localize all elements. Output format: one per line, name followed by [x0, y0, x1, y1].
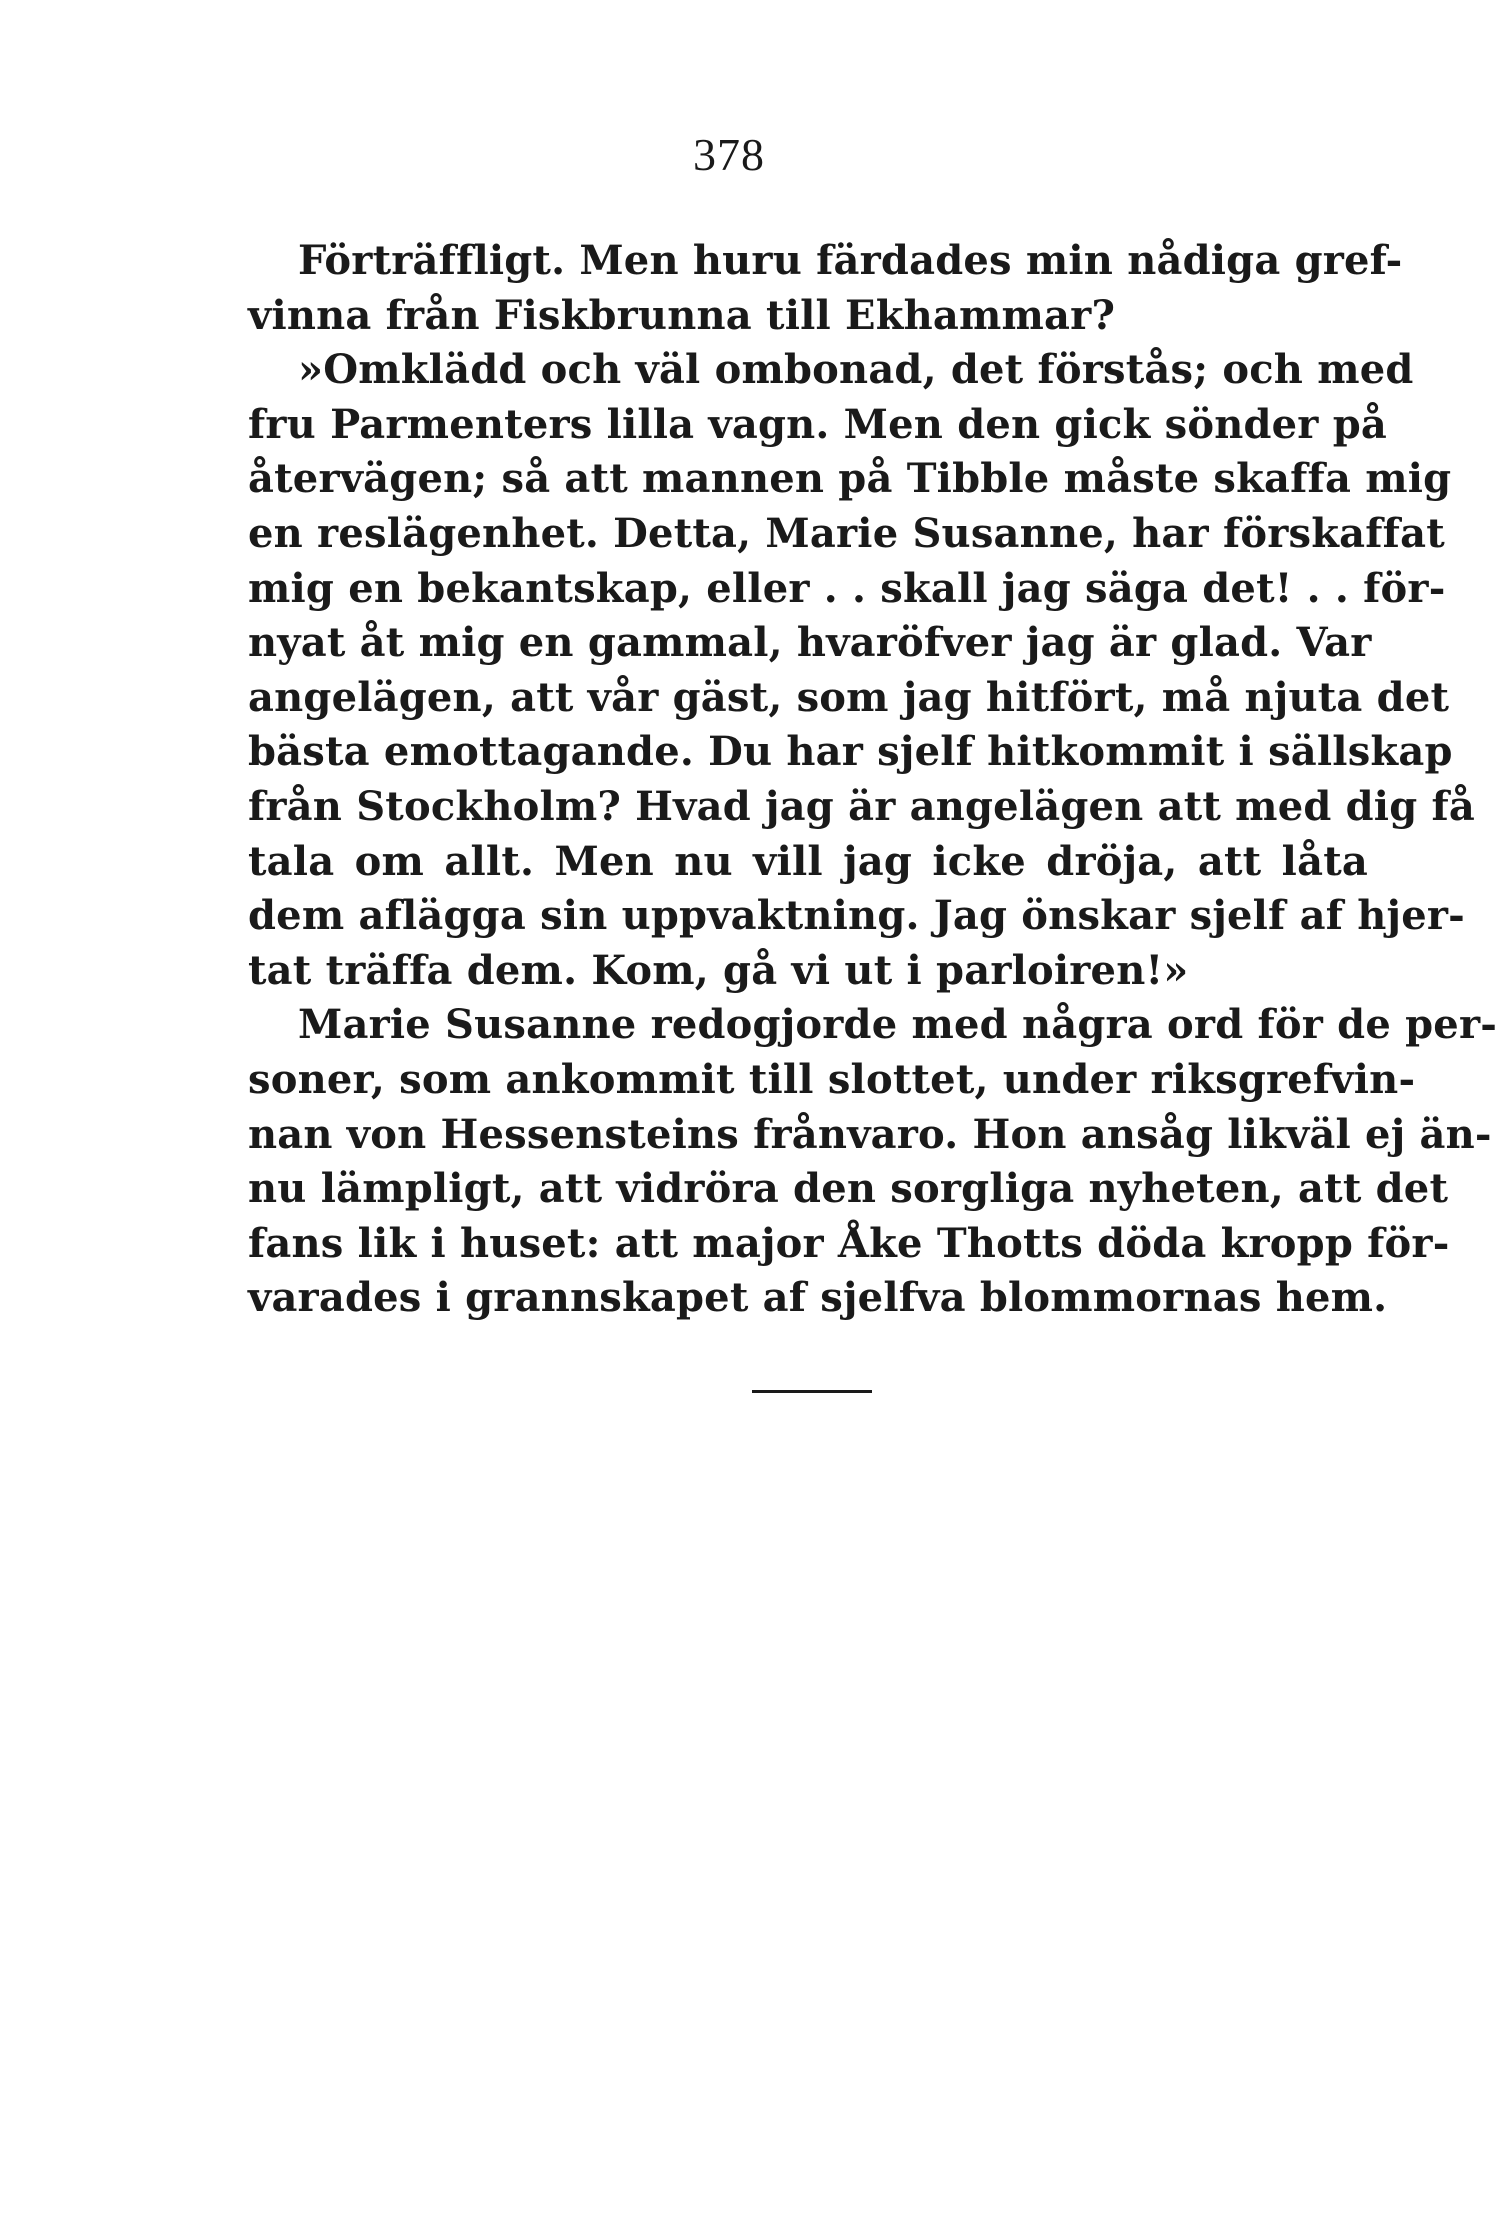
- text-line: soner, som ankommit till slottet, under riksgrefvin-: [248, 1055, 1416, 1103]
- text-line: angelägen, att vår gäst, som jag hitfört, må njuta det: [248, 673, 1450, 721]
- text-line: »Omklädd och väl ombonad, det förstås; och med: [298, 346, 1414, 394]
- text-line: Förträffligt. Men huru färdades min nådiga gref-: [298, 237, 1403, 284]
- text-line: en reslägenhet. Detta, Marie Susanne, har förskaffat: [248, 509, 1445, 557]
- text-line: Marie Susanne redogjorde med några ord för de per-: [298, 1001, 1497, 1049]
- text-line: varades i grannskapet af sjelfva blommornas hem.: [248, 1274, 1388, 1322]
- text-line: fru Parmenters lilla vagn. Men den gick sönder på: [248, 400, 1387, 448]
- text-line: återvägen; så att mannen på Tibble måste skaffa mig: [248, 455, 1452, 503]
- text-line: nyat åt mig en gammal, hvaröfver jag är glad. Var: [248, 619, 1372, 667]
- text-line: nu lämpligt, att vidröra den sorgliga nyheten, att det: [248, 1165, 1449, 1213]
- text-line: från Stockholm? Hvad jag är angelägen att med dig få: [248, 782, 1476, 830]
- section-rule: [752, 1390, 872, 1393]
- text-line: nan von Hessensteins frånvaro. Hon ansåg likväl ej än-: [248, 1110, 1492, 1158]
- text-line: bästa emottagande. Du har sjelf hitkommit i sällskap: [248, 728, 1453, 776]
- text-line: mig en bekantskap, eller . . skall jag säga det! . . för-: [248, 564, 1446, 612]
- text-line: vinna från Fiskbrunna till Ekhammar?: [248, 291, 1116, 339]
- text-line: dem aflägga sin uppvaktning. Jag önskar sjelf af hjer-: [248, 892, 1465, 940]
- text-line: fans lik i huset: att major Åke Thotts döda kropp för-: [248, 1219, 1450, 1267]
- body-text: [248, 234, 1497, 1326]
- text-line: tat träffa dem. Kom, gå vi ut i parloiren!»: [248, 946, 1189, 994]
- page-number: 378: [693, 129, 765, 180]
- text-line: tala om allt. Men nu vill jag icke dröja, att låta: [248, 837, 1368, 885]
